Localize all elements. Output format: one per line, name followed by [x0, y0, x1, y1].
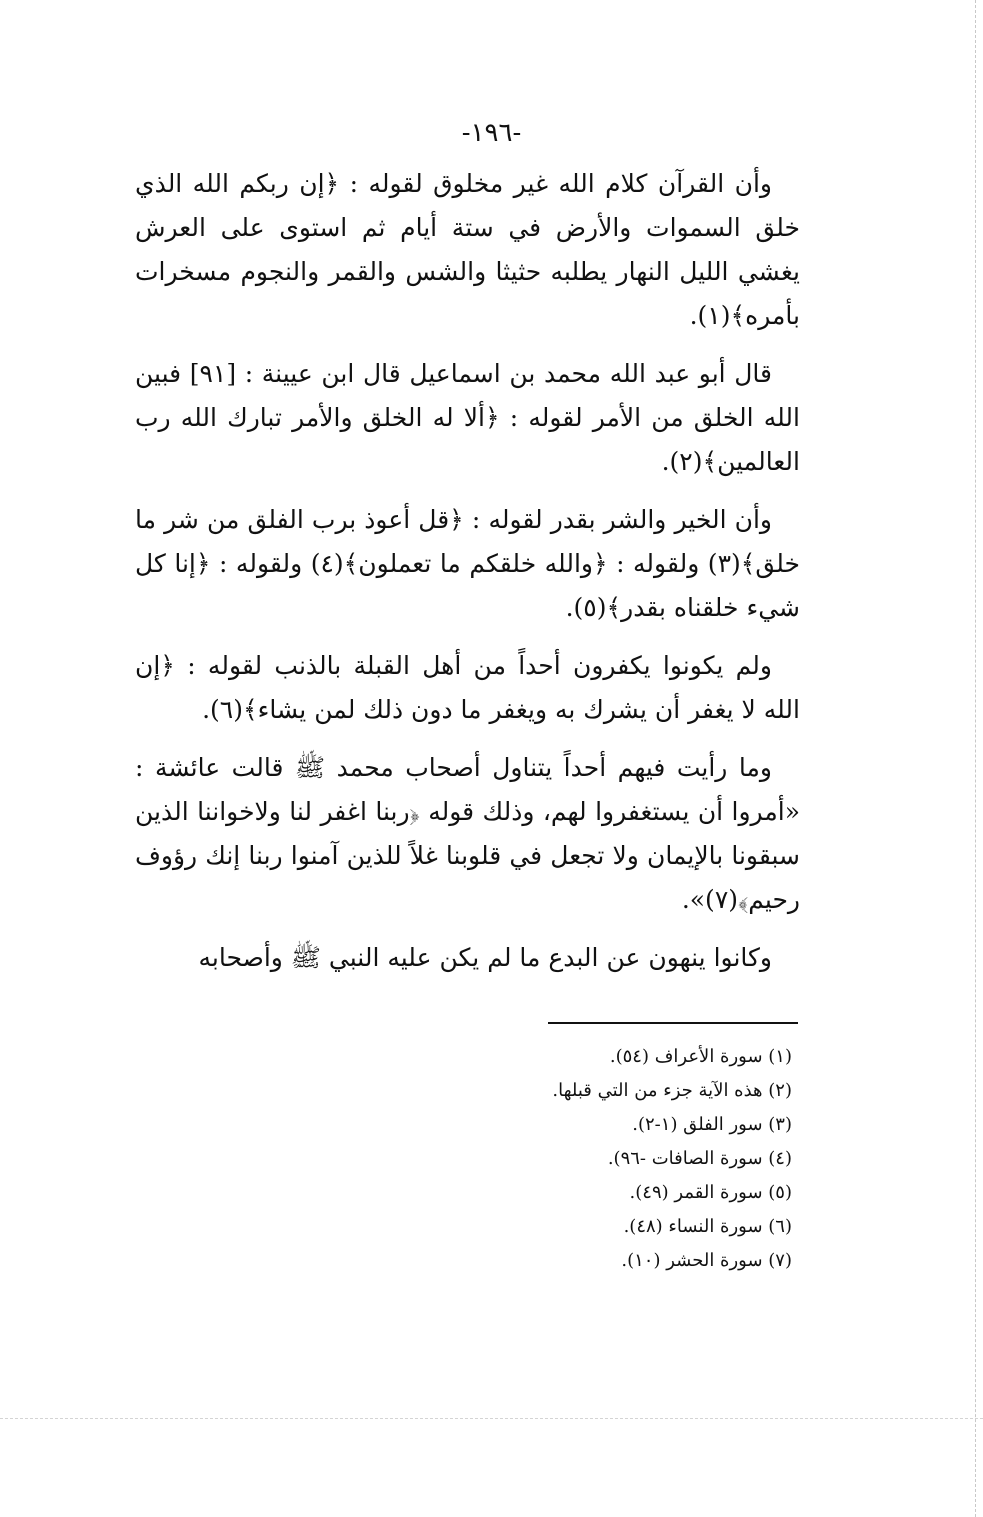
paragraph: وما رأيت فيهم أحداً يتناول أصحاب محمد ﷺ قالت عائشة : «أمروا أن يستغفروا لهم، وذلك قوله ﴿ربنا اغفر لنا ولاخواننا الذين سبقونا بالإيمان ولا تجعل في قلوبنا غلاً للذين آمنوا ربنا إنك رؤوف رحيم﴾(٧)».: [135, 753, 800, 914]
footnote-divider: [548, 1022, 798, 1024]
footnote: (٥) سورة القمر (٤٩).: [629, 1182, 792, 1203]
scan-edge-line: [975, 0, 976, 1517]
paragraph: وأن القرآن كلام الله غير مخلوق لقوله : ﴿إن ربكم الله الذي خلق السموات والأرض في ستة أيام ثم استوى على العرش يغشي الليل النهار يطلبه حثيثا والشس والقمر والنجوم مسخرات بأمره﴾(١).: [135, 169, 800, 330]
paragraph: ولم يكونوا يكفرون أحداً من أهل القبلة بالذنب لقوله : ﴿إن الله لا يغفر أن يشرك به ويغفر ما دون ذلك لمن يشاء﴾(٦).: [135, 651, 800, 724]
scan-bottom-line: [0, 1418, 983, 1419]
paragraph: وأن الخير والشر بقدر لقوله : ﴿قل أعوذ برب الفلق من شر ما خلق﴾(٣) ولقوله : ﴿والله خلقكم ما تعملون﴾(٤) ولقوله : ﴿إنا كل شيء خلقناه بقدر﴾(٥).: [135, 505, 800, 622]
footnote: (١) سورة الأعراف (٥٤).: [609, 1046, 792, 1067]
body-text: [135, 162, 800, 994]
paragraph: وكانوا ينهون عن البدع ما لم يكن عليه النبي ﷺ وأصحابه: [198, 943, 772, 972]
page-number: -١٩٦-: [461, 118, 522, 148]
paragraph: قال أبو عبد الله محمد بن اسماعيل قال ابن عيينة : [٩١] فبين الله الخلق من الأمر لقوله : ﴿ألا له الخلق والأمر تبارك الله رب العالمين﴾(٢).: [135, 359, 800, 476]
footnote: (٣) سور الفلق (١-٢).: [632, 1114, 792, 1135]
footnote: (٦) سورة النساء (٤٨).: [623, 1216, 792, 1237]
footnotes: [400, 1040, 792, 1278]
footnote: (٤) سورة الصافات -٩٦).: [607, 1148, 792, 1169]
footnote: (٧) سورة الحشر (١٠).: [621, 1250, 792, 1271]
footnote: (٢) هذه الآية جزء من التي قبلها.: [552, 1080, 792, 1101]
